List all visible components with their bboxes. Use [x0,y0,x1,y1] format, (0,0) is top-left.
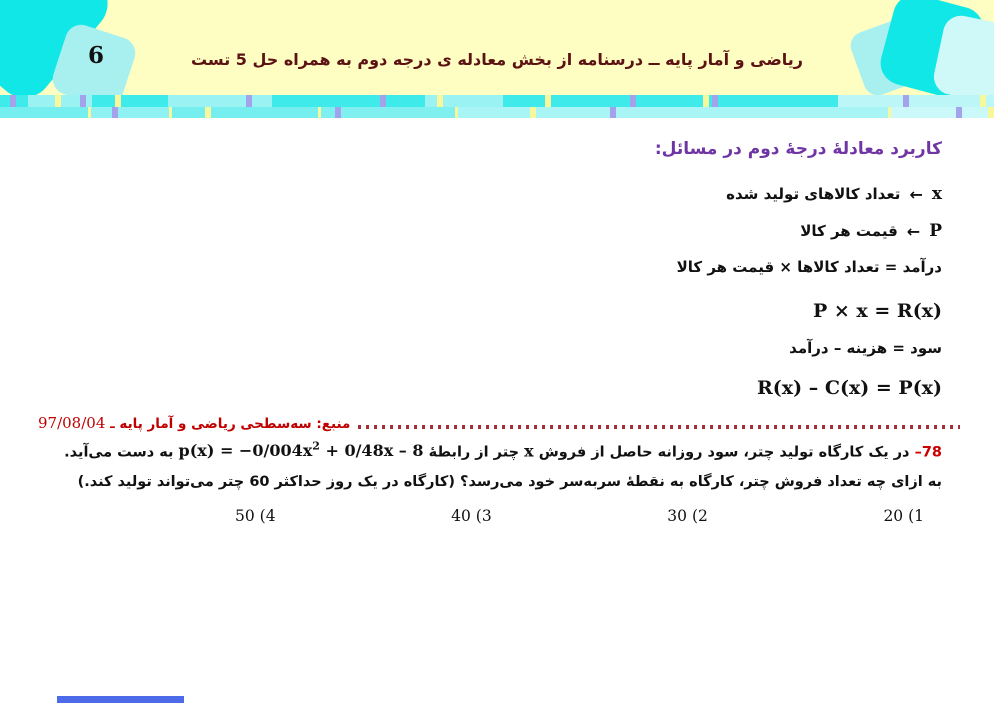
document-title: ریاضی و آمار پایه ــ درسنامه از بخش معادله ی درجه دوم به همراه حل 5 تست [190,50,804,69]
relation-revenue: درآمد = تعداد کالاها × قیمت هر کالا [676,258,942,276]
definition-label: تعداد کالاهای تولید شده [726,185,901,203]
source-text [38,414,350,432]
decor-bottom-blue-bar [57,696,184,703]
answer-option-2: 30 (2 [667,507,708,525]
answer-options-row [235,507,924,525]
definition-symbol: x [931,184,942,204]
dotted-line [358,425,960,429]
question-number: 78– [914,444,942,461]
question-line-1 [8,440,942,460]
question-text-part3: به دست می‌آید. [64,444,174,461]
header-banner [0,0,994,96]
definition-row-x [726,184,942,204]
left-arrow-icon: ← [906,221,921,241]
section-heading: کاربرد معادلهٔ درجهٔ دوم در مسائل: [654,139,942,159]
relation-profit: سود = هزینه – درآمد [789,339,942,357]
decor-mosaic-strip [0,95,994,118]
source-separator [38,411,960,435]
formula-revenue: P × x = R(x) [812,300,942,322]
question-text-part1: در یک کارگاه تولید چتر، سود روزانه حاصل از فروش [538,444,910,461]
page-number: 6 [88,42,105,69]
question-variable: x [524,441,534,461]
question-formula: $p(x) = -0/004x^2 + 0/48x - 8$ [178,440,424,461]
answer-option-1: 20 (1 [883,507,924,525]
definition-row-p [800,221,942,241]
formula-profit: R(x) – C(x) = P(x) [757,377,942,399]
source-date: 97/08/04 [38,414,106,432]
answer-option-3: 40 (3 [451,507,492,525]
definition-label: قیمت هر کالا [800,222,898,240]
source-label: منبع: سه‌سطحی ریاضی و آمار پایه ـ [110,416,351,432]
definition-symbol: P [929,221,942,241]
question-line-2: به ازای چه تعداد فروش چتر، کارگاه به نقطهٔ سربه‌سر خود می‌رسد؟ (کارگاه در یک روز حداکثر 60 چتر می‌تواند تولید کند.) [77,474,942,490]
left-arrow-icon: ← [909,184,923,204]
answer-option-4: 50 (4 [235,507,276,525]
question-text-part2: چتر از رابطهٔ [428,444,520,461]
exponent: 2 [312,440,320,453]
